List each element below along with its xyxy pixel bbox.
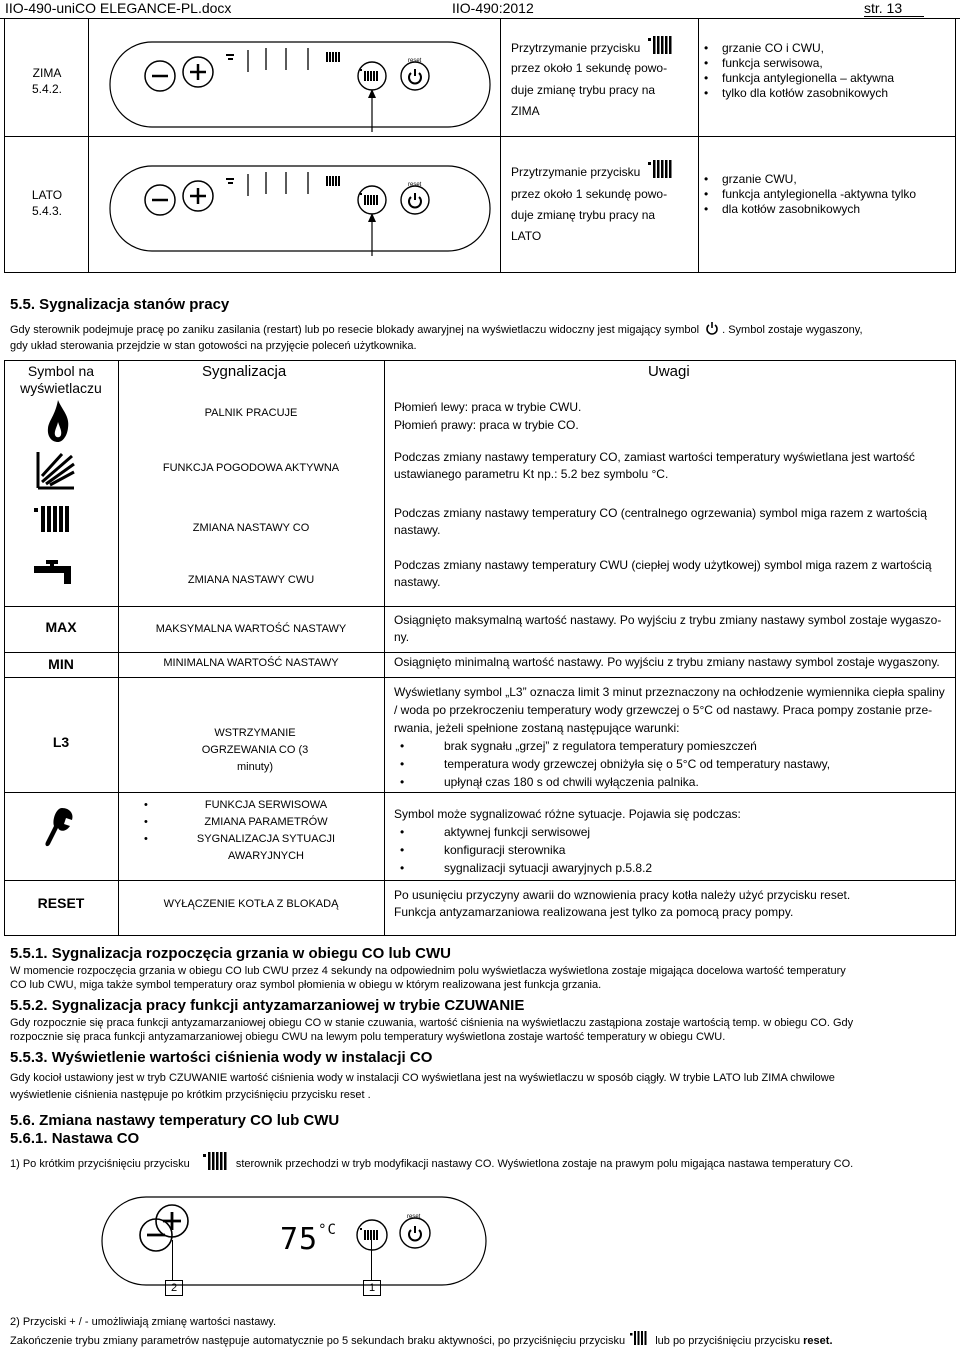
note-max-1: Osiągnięto maksymalną wartość nastawy. Po wyjściu z trybu zmiany nastawy symbol zostaje wygaszo-: [394, 613, 942, 627]
signal-service: • FUNKCJA SERWISOWA: [140, 797, 370, 814]
section-5-5-title: 5.5. Sygnalizacja stanów pracy: [10, 296, 230, 313]
l3-conditions: [394, 737, 950, 791]
setpoint-display: [280, 1222, 337, 1257]
section-5-6-1-body: [10, 1152, 955, 1176]
mode-zima-fn: • funkcja serwisowa,: [700, 56, 950, 71]
mode-zima-press-2: przez około 1 sekundę powo-: [511, 61, 668, 75]
signal-l3: WSTRZYMANIE OGRZEWANIA CO (3 minuty): [201, 727, 309, 773]
symbol-min: MIN: [48, 656, 74, 672]
note-reset-1: Po usunięciu przyczyny awarii do wznowienia pracy kotła należy użyć przycisku reset.: [394, 888, 851, 902]
col-header-notes: Uwagi: [648, 363, 690, 380]
note-weather-1: Podczas zmiany nastawy temperatury CO, zamiast wartości temperatury wyświetlana jest wartość: [394, 450, 915, 464]
mode-zima-fn: • funkcja antylegionella – aktywna: [700, 71, 950, 86]
svg-text:reset: reset: [408, 182, 422, 188]
s552-line: rozpocznie się praca funkcji antyzamarzaniowej obiegu CWU na lewym polu temperatury wyświetlona zostaje wartość temperatury w obiegu CWU.: [10, 1031, 726, 1043]
intro-text-1: Gdy sterownik podejmuje pracę po zaniku zasilania (restart) lub po resecie blokady awaryjnej na wyświetlaczu widoczny jest migający symbol: [10, 323, 700, 336]
radiator-button-icon: [648, 160, 674, 185]
s561-text-b: sterownik przechodzi w tryb modyfikacji nastawy CO. Wyświetlona zostaje na prawym polu migająca nastawa temperatury CO.: [235, 1157, 854, 1170]
mode-lato-press-3: duje zmianę trybu pracy na: [511, 208, 656, 222]
signal-service-list: [140, 797, 370, 865]
mode-lato-fn: • funkcja antylegionella -aktywna tylko: [700, 187, 950, 202]
table-top: [4, 360, 956, 361]
note-cwu-2: nastawy.: [394, 575, 441, 589]
note-max: [394, 612, 950, 646]
s552-line: Gdy rozpocznie się praca funkcji antyzamarzaniowej obiegu CO w stanie czuwania, wartość ciśnienia na wyświetlaczu zastąpiona zostaje wartością temp. w obiegu CO. Gdy: [10, 1017, 854, 1029]
radiator-button-icon: [203, 1152, 229, 1176]
service-situation: • konfiguracji sterownika: [394, 841, 950, 859]
mode-lato-num: 5.4.3.: [31, 204, 63, 218]
signal-reset: WYŁĄCZENIE KOTŁA Z BLOKADĄ: [163, 898, 339, 910]
mode-lato-fn: [700, 202, 950, 217]
mode-zima-press-1: Przytrzymanie przycisku: [511, 41, 641, 55]
mode-zima-functions: [700, 41, 950, 101]
row-sep: [4, 606, 956, 607]
section-5-6-title: 5.6. Zmiana nastawy temperatury CO lub CWU: [10, 1112, 340, 1129]
symbol-l3: L3: [52, 734, 70, 750]
col-header-signal: Sygnalizacja: [202, 363, 287, 380]
symbol-reset: RESET: [37, 895, 85, 911]
signal-min: MINIMALNA WARTOŚĆ NASTAWY: [163, 657, 339, 669]
section-5-5-2-body: [10, 1016, 955, 1044]
setpoint-unit: °C: [318, 1222, 337, 1238]
note-cwu: [394, 557, 950, 591]
table-right: [955, 360, 956, 936]
footer-line-3: [10, 1331, 833, 1351]
footer-line-2: 2) Przyciski + / - umożliwiają zmianę wartości nastawy.: [10, 1316, 277, 1328]
mode-zima-press-3: duje zmianę trybu pracy na: [511, 83, 656, 97]
row-sep: [4, 652, 956, 653]
note-service: [394, 805, 950, 877]
header-file: IIO-490-uniCO ELEGANCE-PL.docx: [5, 0, 232, 16]
table-col1: [118, 360, 119, 936]
svg-text:reset: reset: [407, 1214, 421, 1220]
table-left: [4, 360, 5, 936]
note-reset-2: Funkcja antyzamarzaniowa realizowana jest tylko za pomocą pracy pompy.: [394, 905, 794, 919]
mode-lato-functions: [700, 172, 950, 217]
note-l3-2: / woda po przekroczeniu temperatury wody grzewczej o 5°C od nastawy. Praca pompy zostanie prze-: [394, 703, 933, 717]
radiator-icon: [34, 506, 76, 534]
note-burner-1: Płomień lewy: praca w trybie CWU.: [394, 400, 582, 414]
section-5-6-1-title: 5.6.1. Nastawa CO: [10, 1130, 140, 1147]
note-max-2: ny.: [394, 630, 410, 644]
weather-icon: [36, 450, 76, 490]
note-co: [394, 505, 950, 539]
header-code: IIO-490:2012: [452, 0, 534, 16]
setpoint-value: 75: [280, 1222, 319, 1257]
row-sep: [4, 880, 956, 881]
modes-col3: [698, 18, 699, 273]
callout-2-line: [172, 1240, 174, 1280]
section-5-5-intro: [10, 321, 955, 353]
table-col2: [384, 360, 385, 936]
callout-2: 2: [165, 1280, 183, 1296]
modes-col2: [500, 18, 501, 273]
tap-icon: [34, 560, 80, 590]
service-situations: [394, 823, 950, 877]
intro-text-3: gdy układ sterowania przejdzie w stan gotowości na przyjęcie poleceń użytkownika.: [10, 340, 417, 352]
section-5-5-1-title: 5.5.1. Sygnalizacja rozpoczęcia grzania w obiegu CO lub CWU: [10, 945, 451, 962]
mode-zima-num: 5.4.2.: [31, 82, 63, 96]
note-reset: [394, 887, 950, 921]
footer-text-c: reset.: [803, 1334, 833, 1347]
s561-text-a: 1) Po krótkim przyciśnięciu przycisku: [10, 1157, 190, 1170]
mode-lato-fn: • grzanie CWU,: [700, 172, 950, 187]
s553-line: wyświetlenie ciśnienia następuje po krótkim przyciśnięciu przycisku reset .: [10, 1089, 371, 1101]
s551-line: CO lub CWU, miga także symbol temperatury oraz symbol płomienia w obiegu w którym realizowana jest funkcja grzania.: [10, 979, 602, 991]
callout-1: 1: [363, 1280, 381, 1296]
note-co-2: nastawy.: [394, 523, 441, 537]
l3-condition: • temperatura wody grzewczej obniżyła się o 5°C od temperatury nastawy,: [394, 755, 950, 773]
note-burner-2: Płomień prawy: praca w trybie CO.: [394, 418, 579, 432]
section-5-5-1-body: [10, 964, 955, 992]
service-situation: • sygnalizacji sytuacji awaryjnych p.5.8.2: [394, 859, 950, 877]
power-icon: [704, 321, 720, 339]
callout-1-line: [371, 1240, 373, 1280]
note-weather: [394, 449, 950, 483]
section-5-5-3-title: 5.5.3. Wyświetlenie wartości ciśnienia wody w instalacji CO: [10, 1049, 433, 1066]
modes-col1: [88, 18, 89, 273]
symbol-max: MAX: [45, 619, 77, 635]
control-panel-lato: [108, 156, 498, 261]
mode-zima-name: ZIMA: [32, 66, 62, 80]
col-header-symbol: Symbol na wyświetlaczu: [20, 363, 102, 396]
header-page-underline: [864, 16, 924, 17]
mode-lato-press-4: LATO: [511, 229, 542, 243]
note-l3-3: rwania, jeżeli spełnione zostaną następujące warunki:: [394, 721, 680, 735]
control-panel-zima: [108, 32, 498, 137]
s551-line: W momencie rozpoczęcia grzania w obiegu CO lub CWU przez 4 sekundy na odpowiednim polu wyświetlacza wyświetlona zostaje migająca docelowa wartość temperatury: [10, 965, 846, 977]
signal-cwu: ZMIANA NASTAWY CWU: [187, 574, 315, 586]
mode-zima-fn-cont: tylko dla kotłów zasobnikowych: [722, 86, 889, 100]
header-page: str. 13: [864, 0, 903, 16]
note-l3-1: Wyświetlany symbol „L3” oznacza limit 3 minut przeznaczony na ochłodzenie wymiennika ciepła spaliny: [394, 685, 945, 699]
note-cwu-1: Podczas zmiany nastawy temperatury CWU (ciepłej wody użytkowej) symbol miga razem z wartością: [394, 558, 932, 572]
mode-lato-fn-cont: dla kotłów zasobnikowych: [722, 202, 861, 216]
wrench-icon: [44, 806, 76, 848]
note-min: Osiągnięto minimalną wartość nastawy. Po wyjściu z trybu zmiany nastawy symbol zostaje wygaszony.: [394, 655, 940, 669]
service-situation: • aktywnej funkcji serwisowej: [394, 823, 950, 841]
note-weather-2: ustawianego parametru Kt np.: 5.2 bez symbolu °C.: [394, 467, 669, 481]
svg-text:reset: reset: [408, 58, 422, 64]
section-5-5-3-body: [10, 1070, 955, 1104]
flame-icon: [46, 400, 70, 442]
mode-zima-press-4: ZIMA: [511, 104, 540, 118]
l3-condition: • brak sygnału „grzej” z regulatora temperatury pomieszczeń: [394, 737, 950, 755]
l3-condition: • upłynął czas 180 s od chwili wyłączenia palnika.: [394, 773, 950, 791]
s553-line: Gdy kocioł ustawiony jest w tryb CZUWANIE wartość ciśnienia wody w instalacji CO wyświetlana jest na wyświetlaczu w sposób ciągły. W trybie LATO lub ZIMA chwilowe: [10, 1072, 835, 1084]
table-bottom: [4, 935, 956, 936]
mode-lato-press-2: przez około 1 sekundę powo-: [511, 187, 668, 201]
note-co-1: Podczas zmiany nastawy temperatury CO (centralnego ogrzewania) symbol miga razem z wartością: [394, 506, 927, 520]
signal-emergency: • SYGNALIZACJA SYTUACJI AWARYJNYCH: [140, 831, 370, 865]
mode-zima-fn: • grzanie CO i CWU,: [700, 41, 950, 56]
signal-co: ZMIANA NASTAWY CO: [192, 522, 310, 534]
signal-params: • ZMIANA PARAMETRÓW: [140, 814, 370, 831]
row-sep: [4, 677, 956, 678]
signal-burner: PALNIK PRACUJE: [204, 407, 298, 419]
radiator-button-icon: [648, 36, 674, 61]
footer-text-a: Zakończenie trybu zmiany parametrów następuje automatycznie po 5 sekundach braku aktywności, po przyciśnięciu przycisku: [10, 1334, 626, 1347]
section-5-5-2-title: 5.5.2. Sygnalizacja pracy funkcji antyzamarzaniowej w trybie CZUWANIE: [10, 997, 525, 1014]
intro-text-2: . Symbol zostaje wygaszony,: [722, 323, 863, 336]
mode-lato-press-1: Przytrzymanie przycisku: [511, 165, 641, 179]
mode-zima-fn: [700, 86, 950, 101]
mode-lato-name: LATO: [31, 188, 63, 202]
row-sep: [4, 792, 956, 793]
signal-max: MAKSYMALNA WARTOŚĆ NASTAWY: [155, 623, 347, 635]
note-service-1: Symbol może sygnalizować różne sytuacje. Pojawia się podczas:: [394, 807, 741, 821]
signal-weather: FUNKCJA POGODOWA AKTYWNA: [162, 462, 340, 474]
radiator-button-icon: [630, 1331, 650, 1351]
note-l3: [394, 683, 950, 791]
footer-text-b: lub po przyciśnięciu przycisku: [655, 1334, 801, 1347]
